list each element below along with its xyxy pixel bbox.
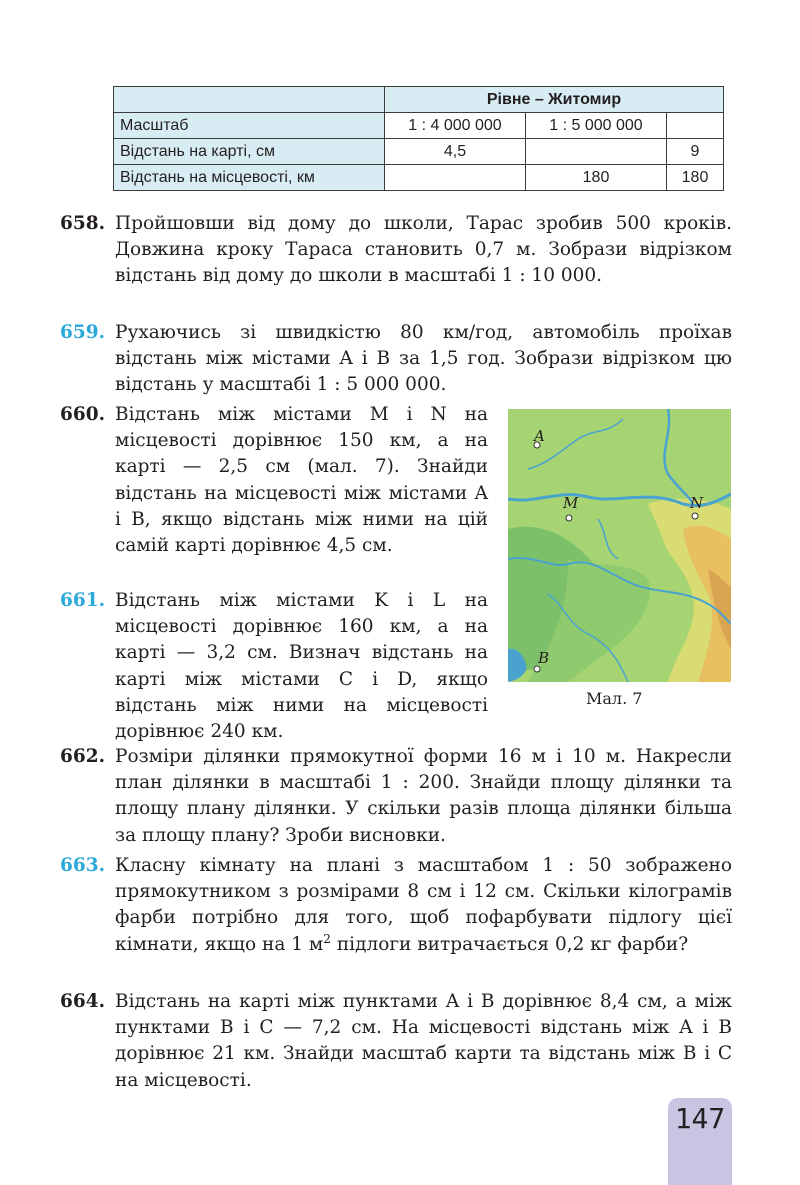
city-b-label: B [538,649,550,667]
page-number: 147 [674,1102,726,1135]
problem-660-text: Відстань між містами M і N на місцевості дорівнює 150 км, а на карті — 2,5 см (мал. 7). Знайди відстань на місцевості між містами A і B, якщо відстань між ними на цій самій карті дорівнює 4,5 см. [115,404,488,557]
problem-number: 662. [60,746,106,767]
figure-caption: Мал. 7 [586,689,643,708]
table-header: Рівне – Житомир [385,87,724,113]
problem-659-text: Рухаючись зі швидкістю 80 км/год, автомобіль проїхав відстань між містами A і B за 1,5 год. Зобрази відрізком цю відстань у масштабі 1 : 5 000 000. [115,322,732,396]
problem-number: 663. [60,855,106,876]
row-label: Відстань на місцевості, км [114,165,385,191]
problem-number: 658. [60,213,106,234]
city-n-label: N [690,494,704,512]
problem-664-text: Відстань на карті між пунктами A і B дорівнює 8,4 см, а між пунктами B і C — 7,2 см. На місцевості відстань між A і B дорівнює 21 км. Знайди масштаб карти та відстань між B і C на місцевості. [115,991,732,1091]
city-m-label: M [563,494,579,512]
city-a-label: A [534,427,545,445]
superscript: 2 [323,931,331,946]
row-label: Масштаб [114,113,385,139]
table-cell: 180 [526,165,667,191]
table-cell [526,139,667,165]
row-label: Відстань на карті, см [114,139,385,165]
problem-663-text-part: підлоги витрачається 0,2 кг фарби? [330,933,689,955]
city-m-marker [566,515,572,521]
table-cell: 9 [667,139,724,165]
problem-663-text-part: Класну кімнату на плані з масштабом 1 : 50 зображено прямокутником з розмірами 8 см і 12 см. Скільки кілограмів фарби потрібно для того, щоб пофарбувати підлогу цієї кімнати, якщо на 1 м [115,855,732,955]
problem-658-text: Пройшовши від дому до школи, Тарас зробив 500 кроків. Довжина кроку Тараса становить 0,7 м. Зобрази відрізком відстань від дому до школи в масштабі 1 : 10 000. [115,213,732,287]
problem-number: 664. [60,991,106,1012]
scale-table [113,86,724,191]
table-cell: 1 : 5 000 000 [526,113,667,139]
problem-number: 659. [60,322,106,343]
table-cell: 4,5 [385,139,526,165]
table-cell: 180 [667,165,724,191]
problem-number: 661. [60,590,106,611]
problem-663-text [115,853,732,958]
city-n-marker [692,513,698,519]
table-cell: 1 : 4 000 000 [385,113,526,139]
map-figure [508,409,731,682]
table-row [114,113,724,139]
table-row [114,165,724,191]
problem-662-text: Розміри ділянки прямокутної форми 16 м і 10 м. Накресли план ділянки в масштабі 1 : 200. Знайди площу ділянки та площу плану ділянки. У скільки разів площа ділянки більша за площу плану? Зроби висновки. [115,746,732,846]
table-corner-cell [114,87,385,113]
table-cell [667,113,724,139]
table-row [114,139,724,165]
problem-number: 660. [60,404,106,425]
problem-661-text: Відстань між містами K і L на місцевості дорівнює 160 км, а на карті — 3,2 см. Визнач відстань на карті між містами C і D, якщо відстань між ними на місцевості дорівнює 240 км. [115,590,488,743]
table-cell [385,165,526,191]
